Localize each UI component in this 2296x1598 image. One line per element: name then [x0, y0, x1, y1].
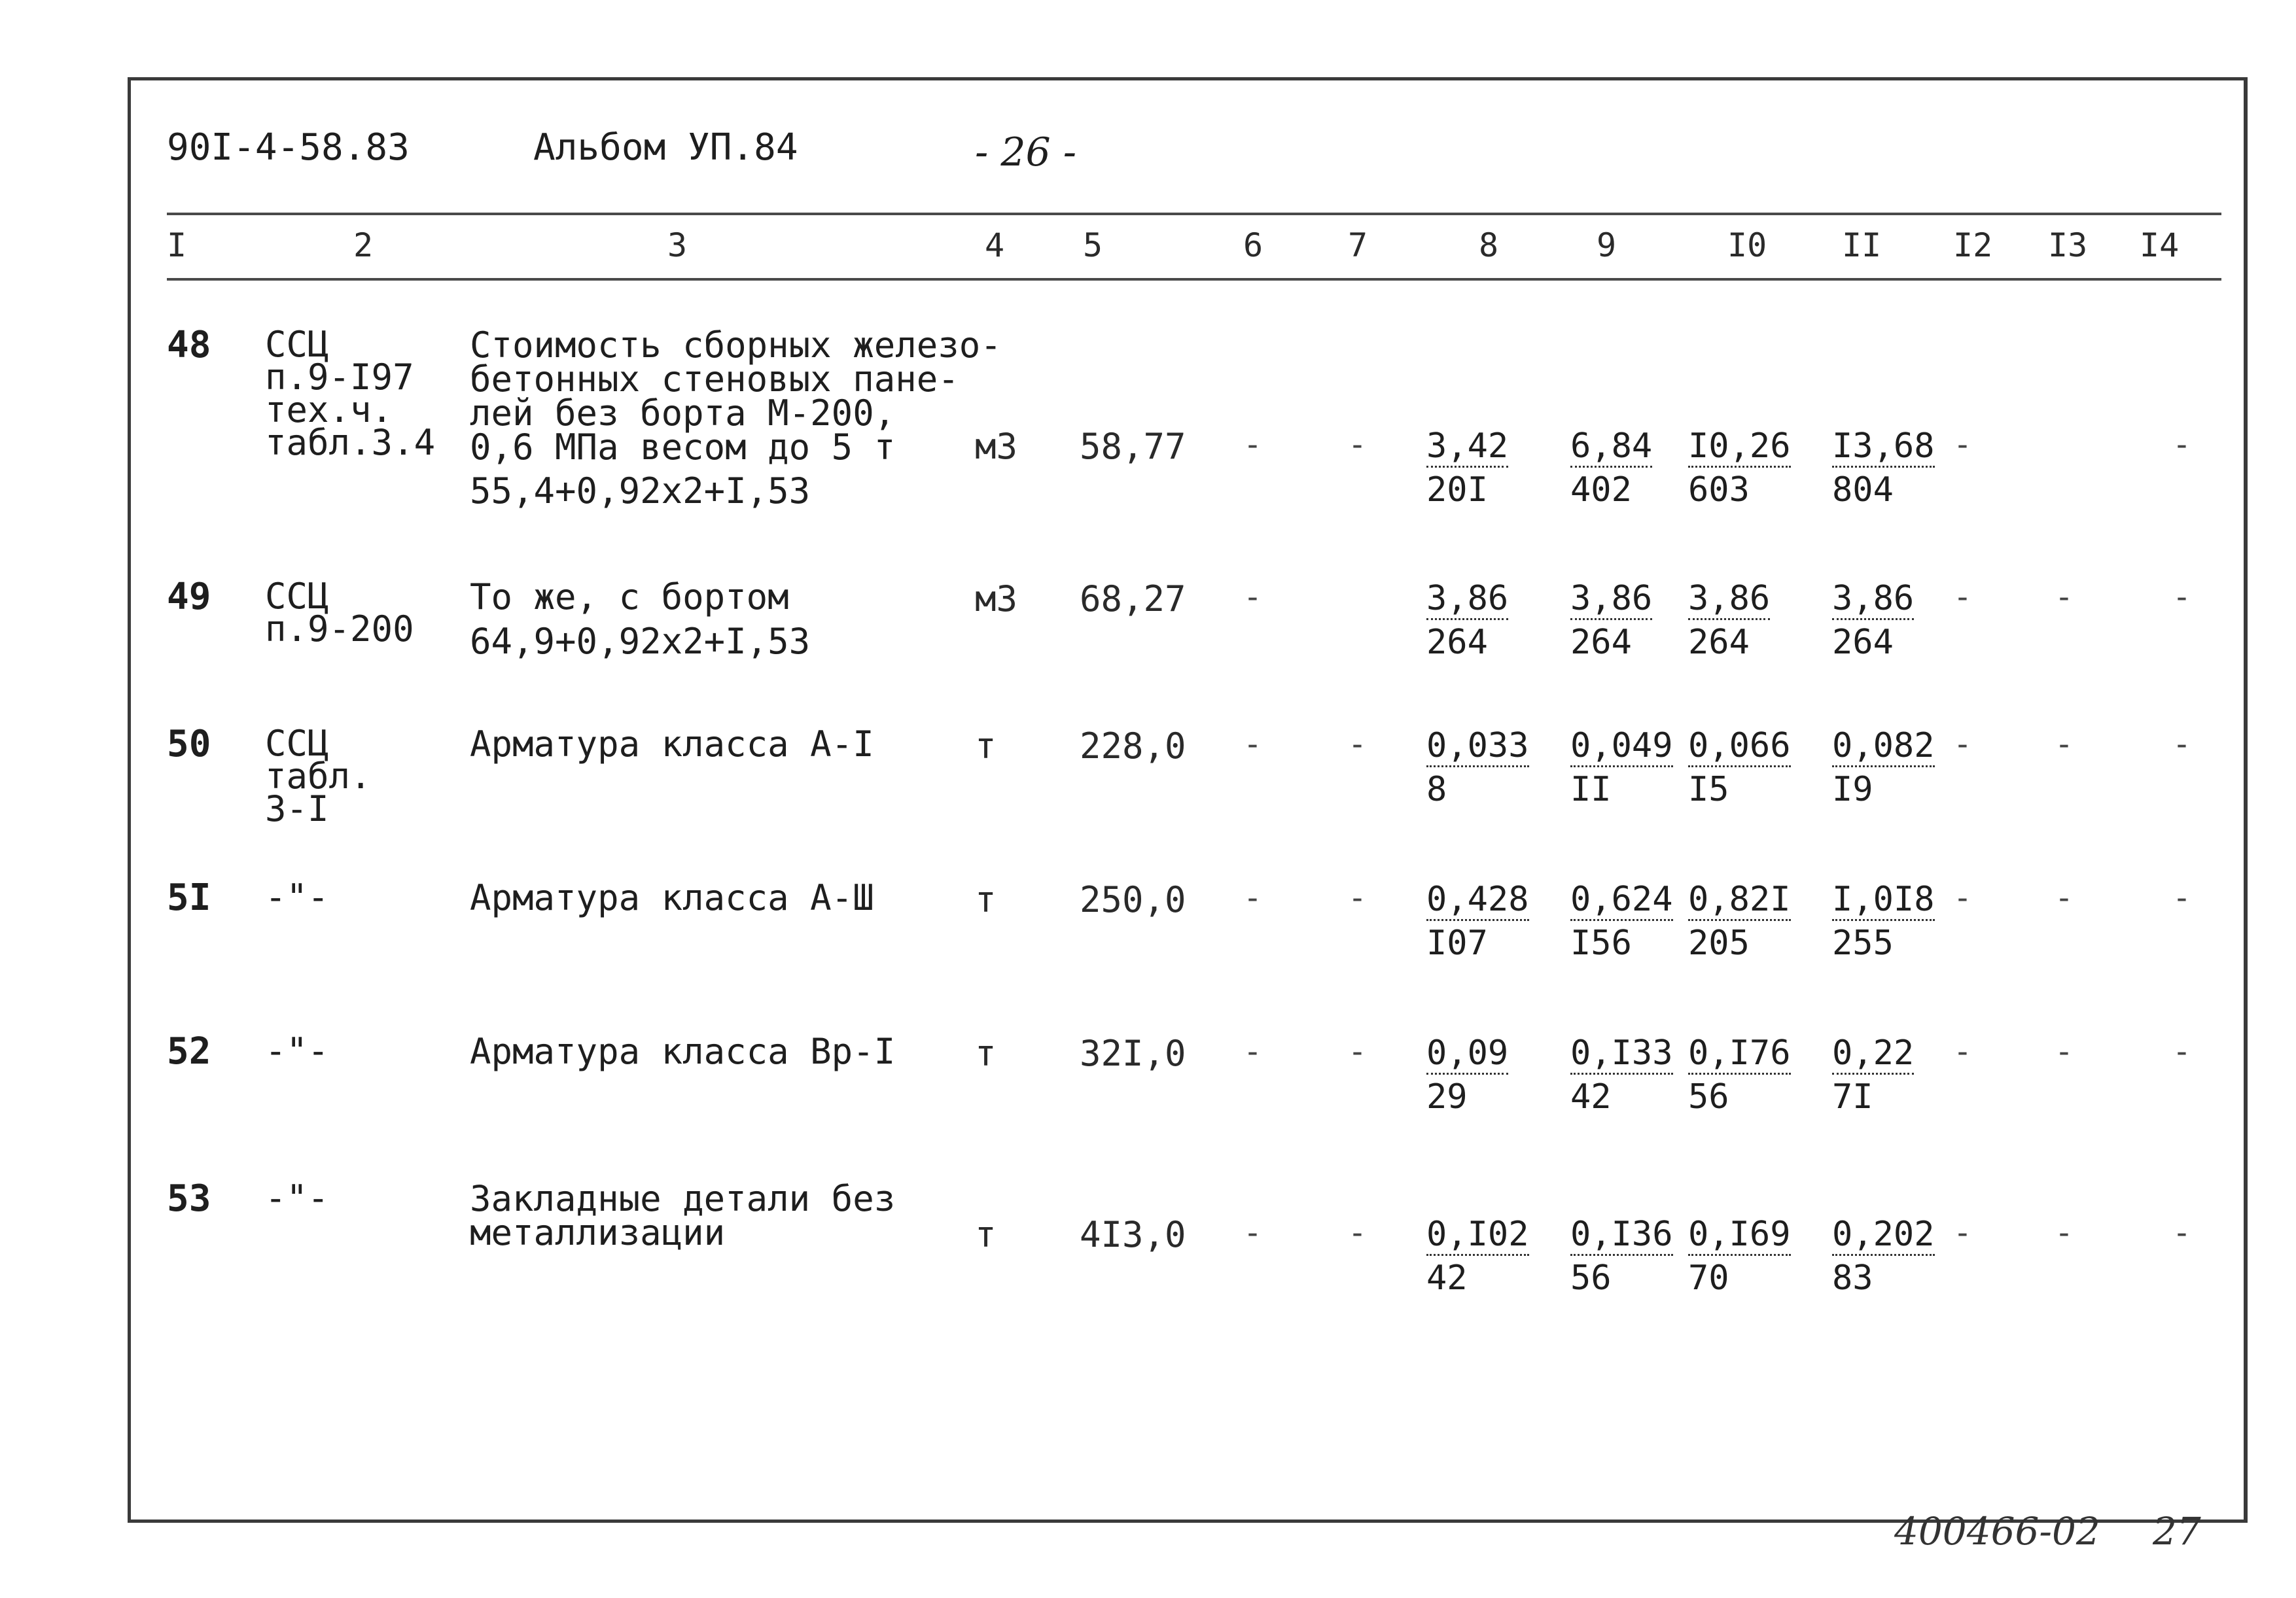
col-11-number: II [1842, 226, 1882, 264]
value-bottom: 264 [1426, 623, 1488, 662]
col-10-number: I0 [1727, 226, 1767, 264]
value-top: 0,82I [1688, 882, 1791, 921]
value-bottom: 42 [1570, 1077, 1612, 1117]
value-top: 3,86 [1570, 582, 1652, 620]
bottom-rule [167, 278, 2221, 281]
col-1-number: I [167, 226, 187, 264]
row-value-col11 [1832, 579, 1915, 662]
value-top: I,0I8 [1832, 882, 1935, 921]
row-col14: - [2172, 579, 2191, 616]
value-top: 0,033 [1426, 729, 1529, 767]
row-unit: т [975, 879, 997, 920]
value-bottom: 83 [1832, 1259, 1873, 1298]
row-value-col8 [1426, 880, 1529, 963]
value-bottom: 7I [1832, 1077, 1873, 1117]
row-description: То же, с бортом [470, 576, 789, 617]
row-value-col9 [1570, 1033, 1673, 1117]
col-4-number: 4 [985, 226, 1005, 264]
row-value-col11 [1832, 726, 1935, 809]
value-bottom: 20I [1426, 470, 1488, 510]
row-col7: - [1348, 1215, 1367, 1251]
value-top: I0,26 [1688, 429, 1791, 468]
col-12-number: I2 [1953, 226, 1993, 264]
value-bottom: II [1570, 770, 1612, 809]
row-col14: - [2172, 426, 2191, 463]
row-formula: 64,9+0,92х2+I,53 [470, 621, 811, 662]
value-top: 0,I33 [1570, 1036, 1673, 1075]
row-value-col11 [1832, 1215, 1935, 1298]
value-top: 0,082 [1832, 729, 1935, 767]
value-bottom: 264 [1688, 623, 1750, 662]
col-8-number: 8 [1479, 226, 1499, 264]
col-6-number: 6 [1243, 226, 1263, 264]
row-number: 52 [167, 1030, 211, 1073]
row-value-col8 [1426, 579, 1509, 662]
col-5-number: 5 [1083, 226, 1103, 264]
col-13-number: I3 [2048, 226, 2088, 264]
value-bottom: 29 [1426, 1077, 1468, 1117]
sheet-number: 27 [2153, 1509, 2201, 1554]
row-value-col9 [1570, 426, 1653, 510]
row-formula: 55,4+0,92х2+I,53 [470, 470, 811, 512]
inventory-number: 400466-02 [1894, 1509, 2100, 1554]
value-top: 0,I69 [1688, 1217, 1791, 1256]
row-price: 58,77 [1080, 426, 1186, 467]
value-top: 6,84 [1570, 429, 1652, 468]
value-bottom: 264 [1570, 623, 1632, 662]
row-value-col8 [1426, 426, 1509, 510]
value-bottom: 255 [1832, 924, 1894, 963]
row-value-col11 [1832, 880, 1935, 963]
col-9-number: 9 [1597, 226, 1617, 264]
value-top: 0,09 [1426, 1036, 1508, 1075]
row-value-col8 [1426, 726, 1529, 809]
row-unit: м3 [975, 426, 1018, 467]
value-bottom: 205 [1688, 924, 1750, 963]
value-top: 0,I02 [1426, 1217, 1529, 1256]
row-price: 68,27 [1080, 578, 1186, 619]
row-number: 53 [167, 1177, 211, 1220]
row-value-col10 [1688, 726, 1791, 809]
row-source: ССЦ табл. 3-I [265, 723, 372, 829]
row-unit: т [975, 1214, 997, 1255]
col-2-number: 2 [353, 226, 374, 264]
row-value-col9 [1570, 1215, 1673, 1298]
value-bottom: I07 [1426, 924, 1488, 963]
value-top: 0,I36 [1570, 1217, 1673, 1256]
row-number: 49 [167, 576, 211, 618]
row-value-col9 [1570, 579, 1653, 662]
row-source: ССЦ п.9-I97 тех.ч. табл.3.4 [265, 324, 436, 463]
col-3-number: 3 [667, 226, 688, 264]
album-title: Альбом УП.84 [533, 126, 798, 169]
value-top: 3,86 [1426, 582, 1508, 620]
row-col6: - [1243, 880, 1262, 916]
row-value-col10 [1688, 1215, 1791, 1298]
row-source: -"- [265, 1177, 329, 1219]
row-col13: - [2055, 726, 2074, 763]
row-col7: - [1348, 726, 1367, 763]
value-top: 0,I76 [1688, 1036, 1791, 1075]
value-top: 0,22 [1832, 1036, 1914, 1075]
row-value-col11 [1832, 426, 1935, 510]
row-value-col8 [1426, 1215, 1529, 1298]
row-unit: т [975, 1033, 997, 1074]
doc-code: 90I-4-58.83 [167, 126, 410, 169]
row-unit: т [975, 725, 997, 767]
value-bottom: I56 [1570, 924, 1632, 963]
value-bottom: I9 [1832, 770, 1873, 809]
row-col6: - [1243, 726, 1262, 763]
row-col12: - [1953, 426, 1972, 463]
value-bottom: 264 [1832, 623, 1894, 662]
row-source: -"- [265, 1030, 329, 1071]
row-col13: - [2055, 1033, 2074, 1070]
row-value-col10 [1688, 579, 1771, 662]
row-number: 50 [167, 723, 211, 765]
row-value-col11 [1832, 1033, 1915, 1117]
row-col12: - [1953, 579, 1972, 616]
row-col7: - [1348, 426, 1367, 463]
value-top: 0,624 [1570, 882, 1673, 921]
row-col7: - [1348, 1033, 1367, 1070]
row-description: Арматура класса А-Ш [470, 877, 874, 918]
row-col14: - [2172, 1215, 2191, 1251]
row-description: Закладные детали без металлизации [470, 1178, 896, 1253]
row-unit: м3 [975, 578, 1018, 619]
row-value-col9 [1570, 880, 1673, 963]
value-bottom: 804 [1832, 470, 1894, 510]
row-col13: - [2055, 579, 2074, 616]
row-col12: - [1953, 880, 1972, 916]
row-col12: - [1953, 1215, 1972, 1251]
row-col6: - [1243, 1033, 1262, 1070]
row-number: 48 [167, 324, 211, 366]
row-col6: - [1243, 426, 1262, 463]
row-value-col8 [1426, 1033, 1509, 1117]
row-col6: - [1243, 579, 1262, 616]
row-price: 4I3,0 [1080, 1214, 1186, 1255]
value-top: 0,049 [1570, 729, 1673, 767]
row-value-col10 [1688, 426, 1791, 510]
value-top: 0,202 [1832, 1217, 1935, 1256]
row-price: 32I,0 [1080, 1033, 1186, 1074]
row-col14: - [2172, 726, 2191, 763]
value-top: 0,428 [1426, 882, 1529, 921]
value-bottom: 56 [1688, 1077, 1729, 1117]
row-col13: - [2055, 880, 2074, 916]
value-top: I3,68 [1832, 429, 1935, 468]
row-description: Арматура класса А-I [470, 723, 874, 765]
page-number: - 26 - [975, 130, 1077, 175]
row-col14: - [2172, 1033, 2191, 1070]
value-bottom: 402 [1570, 470, 1632, 510]
col-14-number: I4 [2140, 226, 2180, 264]
row-col13: - [2055, 1215, 2074, 1251]
row-col12: - [1953, 1033, 1972, 1070]
row-source: ССЦ п.9-200 [265, 576, 414, 650]
row-price: 228,0 [1080, 725, 1186, 767]
row-col14: - [2172, 880, 2191, 916]
value-bottom: 8 [1426, 770, 1447, 809]
row-number: 5I [167, 877, 211, 919]
row-source: -"- [265, 877, 329, 918]
value-top: 0,066 [1688, 729, 1791, 767]
value-top: 3,86 [1832, 582, 1914, 620]
value-bottom: 56 [1570, 1259, 1612, 1298]
value-top: 3,86 [1688, 582, 1770, 620]
value-bottom: 42 [1426, 1259, 1468, 1298]
row-description: Стоимость сборных железо- бетонных стеновых пане- лей без борта М-200, 0,6 МПа весом до 5 т [470, 324, 1002, 468]
value-bottom: 70 [1688, 1259, 1729, 1298]
row-value-col10 [1688, 1033, 1791, 1117]
col-7-number: 7 [1348, 226, 1368, 264]
row-col12: - [1953, 726, 1972, 763]
row-description: Арматура класса Вр-I [470, 1031, 896, 1072]
row-col7: - [1348, 880, 1367, 916]
value-top: 3,42 [1426, 429, 1508, 468]
row-value-col9 [1570, 726, 1673, 809]
value-bottom: I5 [1688, 770, 1729, 809]
value-bottom: 603 [1688, 470, 1750, 510]
top-rule [167, 213, 2221, 215]
row-col6: - [1243, 1215, 1262, 1251]
row-value-col10 [1688, 880, 1791, 963]
row-price: 250,0 [1080, 879, 1186, 920]
